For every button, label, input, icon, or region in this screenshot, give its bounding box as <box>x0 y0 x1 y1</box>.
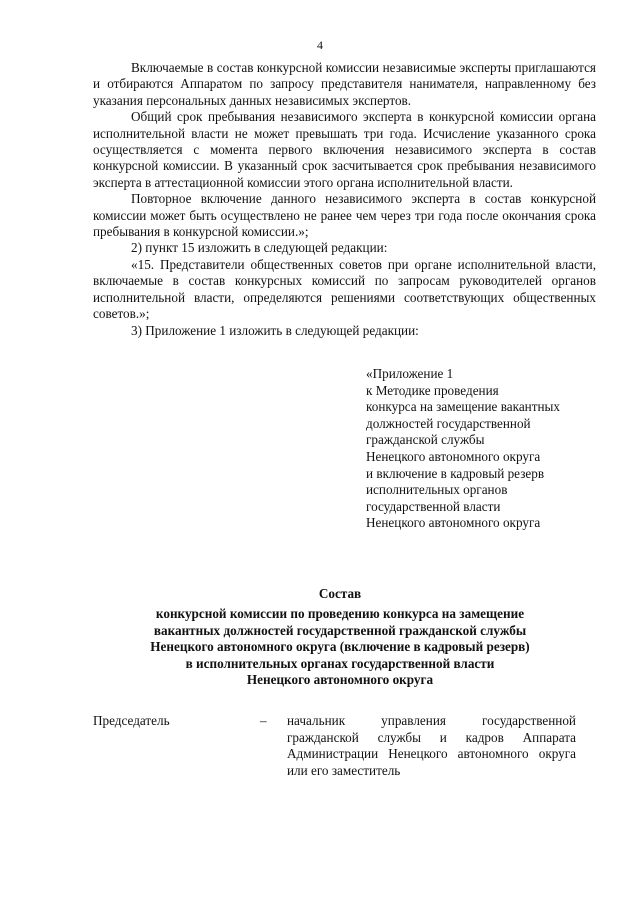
paragraph-appendix-intro: 3) Приложение 1 изложить в следующей редакции: <box>131 322 419 338</box>
paragraph-independent-experts-invitation: Включаемые в состав конкурсной комиссии независимые эксперты приглашаются и отбираются Аппаратом по запросу представителя нанимателя, направленному без указания персональных данных независимых экспертов. <box>93 60 596 108</box>
appendix-header-block <box>366 366 606 532</box>
body-text <box>93 60 596 339</box>
member-dash: – <box>260 713 267 728</box>
composition-heading-line: вакантных должностей государственной гражданской службы <box>153 622 527 638</box>
composition-heading-line: Ненецкого автономного округа (включение в кадровый резерв) <box>150 639 530 655</box>
appendix-line: «Приложение 1 <box>366 366 454 381</box>
appendix-line: гражданской службы <box>366 432 485 448</box>
composition-heading-line: Ненецкого автономного округа <box>246 672 434 688</box>
appendix-line: и включение в кадровый резерв <box>366 465 545 481</box>
appendix-line: Ненецкого автономного округа <box>366 515 541 531</box>
composition-heading-line: конкурсной комиссии по проведению конкурса на замещение <box>155 606 525 622</box>
composition-title: Состав <box>318 586 362 601</box>
paragraph-item-15-intro: 2) пункт 15 изложить в следующей редакции: <box>131 240 388 256</box>
appendix-line: конкурса на замещение вакантных <box>366 399 560 415</box>
appendix-line: Ненецкого автономного округа <box>366 448 541 464</box>
paragraph-item-15-text: «15. Представители общественных советов при органе исполнительной власти, включаемые в состав конкурсных комиссий по запросам руководителей органов исполнительной власти, определяются решениями соответствующих общественных советов.»; <box>93 256 596 322</box>
paragraph-expert-term-limit: Общий срок пребывания независимого эксперта в конкурсной комиссии органа исполнительной власти не может превышать три года. Исчисление указанного срока осуществляется с момента первого включения независимого эксперта в состав конкурсной комиссии. В указанный срок засчитывается срок пребывания независимого эксперта в аттестационной комиссии этого органа исполнительной власти. <box>93 109 596 190</box>
appendix-line: к Методике проведения <box>366 382 499 398</box>
appendix-line: должностей государственной <box>366 415 531 431</box>
member-role: Председатель <box>93 713 170 728</box>
appendix-line: государственной власти <box>366 498 501 514</box>
member-description: начальник управления государственной гражданской службы и кадров Аппарата Администрации Ненецкого автономного округа или его заместитель <box>287 713 576 778</box>
composition-heading <box>80 586 600 688</box>
composition-heading-line: в исполнительных органах государственной власти <box>185 655 495 671</box>
paragraph-repeat-inclusion: Повторное включение данного независимого эксперта в состав конкурсной комиссии может быть осуществлено не ранее чем через три года после окончания срока пребывания в конкурсной комиссии.»; <box>93 191 596 240</box>
page-number: 4 <box>317 38 323 52</box>
appendix-line: исполнительных органов <box>366 482 508 498</box>
